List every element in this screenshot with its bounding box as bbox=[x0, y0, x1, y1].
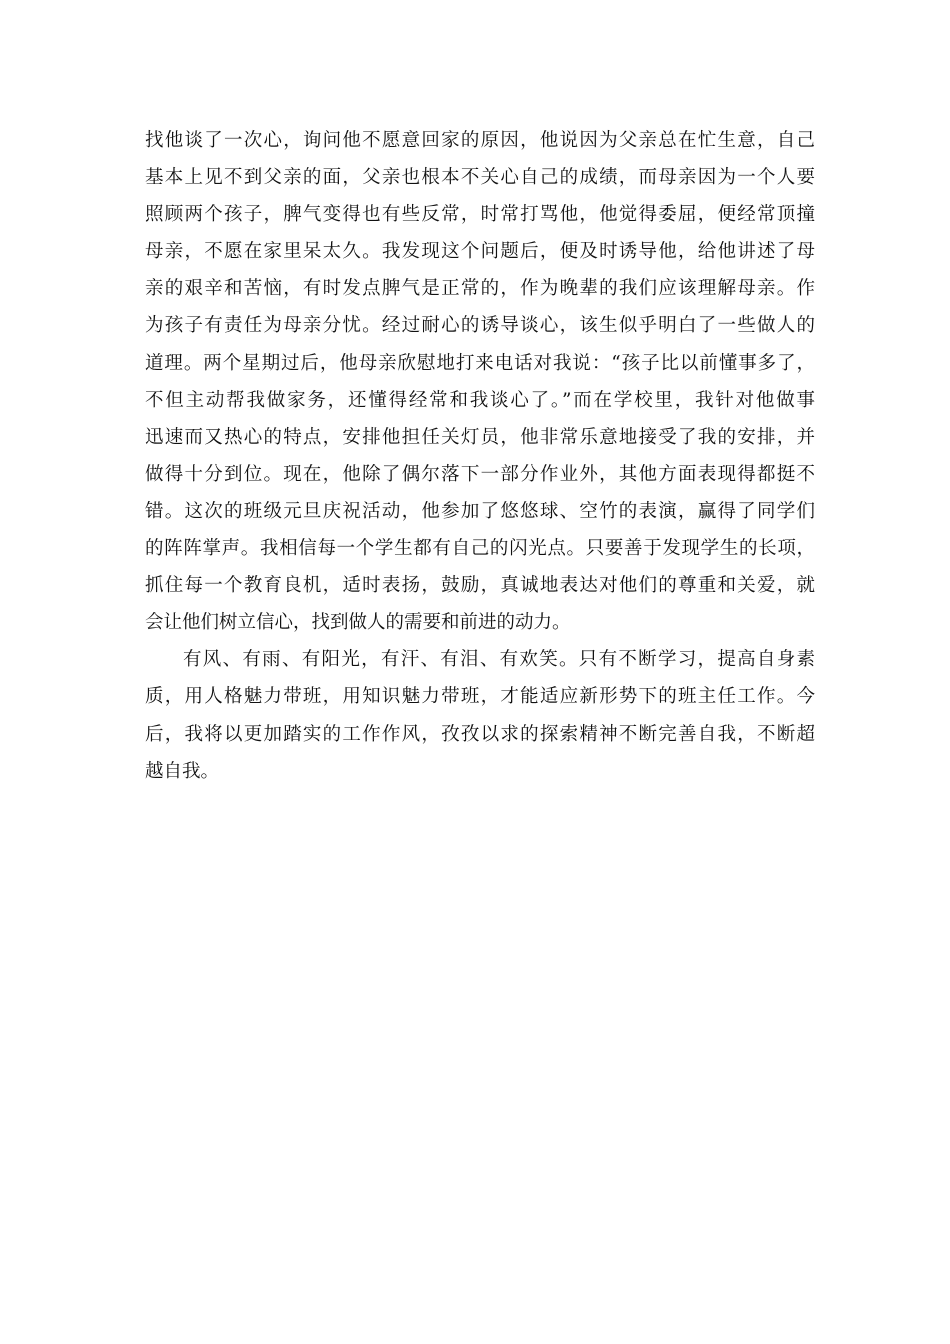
paragraph-2 bbox=[145, 641, 815, 789]
text-line: 错。这次的班级元旦庆祝活动，他参加了悠悠球、空竹的表演，赢得了同学们 bbox=[145, 500, 815, 522]
text-line: 道理。两个星期过后，他母亲欣慰地打来电话对我说：“孩子比以前懂事多了， bbox=[145, 352, 815, 374]
text-line: 母亲，不愿在家里呆太久。我发现这个问题后，便及时诱导他，给他讲述了母 bbox=[145, 241, 815, 263]
text-line: 迅速而又热心的特点，安排他担任关灯员，他非常乐意地接受了我的安排，并 bbox=[145, 426, 815, 448]
text-line: 有风、有雨、有阳光，有汗、有泪、有欢笑。只有不断学习，提高自身素 bbox=[183, 649, 815, 671]
text-line: 找他谈了一次心，询问他不愿意回家的原因，他说因为父亲总在忙生意，自己 bbox=[145, 130, 815, 151]
text-line: 做得十分到位。现在，他除了偶尔落下一部分作业外，其他方面表现得都挺不 bbox=[145, 463, 815, 485]
text-line: 不但主动帮我做家务，还懂得经常和我谈心了。”而在学校里，我针对他做事 bbox=[145, 389, 815, 411]
text-line: 亲的艰辛和苦恼，有时发点脾气是正常的，作为晚辈的我们应该理解母亲。作 bbox=[145, 278, 815, 300]
text-line: 越自我。 bbox=[145, 760, 220, 782]
paragraph-1 bbox=[145, 122, 815, 641]
text-line: 为孩子有责任为母亲分忧。经过耐心的诱导谈心，该生似乎明白了一些做人的 bbox=[145, 315, 815, 337]
text-line: 的阵阵掌声。我相信每一个学生都有自己的闪光点。只要善于发现学生的长项， bbox=[145, 538, 815, 560]
text-line: 抓住每一个教育良机，适时表扬，鼓励，真诚地表达对他们的尊重和关爱，就 bbox=[145, 575, 815, 597]
document-body bbox=[145, 122, 815, 790]
text-line: 质，用人格魅力带班，用知识魅力带班，才能适应新形势下的班主任工作。今 bbox=[145, 686, 815, 708]
text-line: 照顾两个孩子，脾气变得也有些反常，时常打骂他，他觉得委屈，便经常顶撞 bbox=[145, 204, 815, 226]
text-line: 会让他们树立信心，找到做人的需要和前进的动力。 bbox=[145, 612, 571, 634]
text-line: 基本上见不到父亲的面，父亲也根本不关心自己的成绩，而母亲因为一个人要 bbox=[145, 167, 815, 189]
text-line: 后，我将以更加踏实的工作作风，孜孜以求的探索精神不断完善自我，不断超 bbox=[145, 723, 815, 745]
